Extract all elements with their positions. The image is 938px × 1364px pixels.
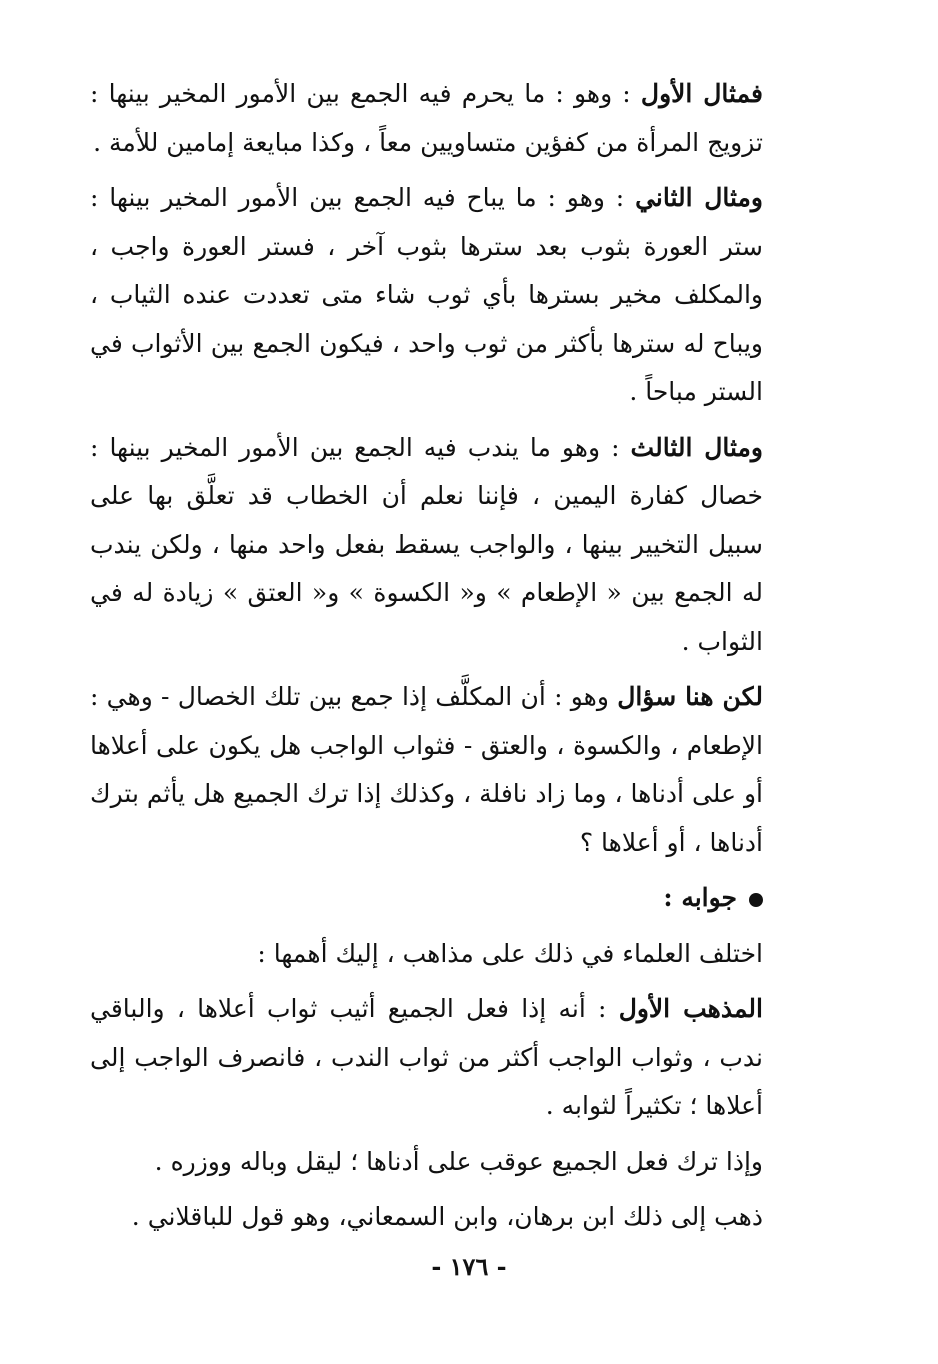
paragraph-first-school-holders: ذهب إلى ذلك ابن برهان، وابن السمعاني، وهو قول للباقلاني . — [131, 1202, 763, 1231]
paragraph-text: : وهو : ما يباح فيه الجمع بين الأمور المخير بينها : ستر العورة بثوب بعد سترها بثوب آخر ، فستر العورة واجب ، والمكلف مخير بسترها بأي ثوب شاء متى تعددت عنده الثياب ، ويباح له سترها بأكثر من ثوب واحد ، فيكون الجمع بين الأثواب في الستر مباحاً . — [90, 183, 763, 406]
bullet-icon — [749, 893, 763, 907]
paragraph-first-example — [90, 70, 795, 167]
paragraph-second-example — [90, 174, 795, 417]
paragraph-lead: ومثال الثاني — [635, 183, 763, 212]
answer-heading — [90, 874, 795, 923]
paragraph-text: : وهو ما يندب فيه الجمع بين الأمور المخير بينها : خصال كفارة اليمين ، فإننا نعلم أن الخطاب قد تعلَّق بها على سبيل التخيير بينها ، والواجب يسقط بفعل واحد منها ، ولكن يندب له الجمع بين « الإطعام » و« الكسوة » و« العتق » زيادة له في الثواب . — [90, 432, 763, 656]
paragraph-lead: لكن هنا سؤال — [617, 682, 763, 711]
page-body — [90, 70, 795, 1249]
paragraph-text: وهو : أن المكلَّف إذا جمع بين تلك الخصال - وهي : الإطعام ، والكسوة ، والعتق - فثواب الواجب هل يكون على أعلاها أو على أدناها ، وما زاد نافلة ، وكذلك إذا ترك الجميع هل يأثم بترك أدناها ، أو أعلاها ؟ — [90, 682, 763, 857]
paragraph-lead: المذهب الأول — [618, 994, 763, 1023]
paragraph-first-school — [90, 985, 795, 1131]
page-number: - ١٧٦ - — [431, 1252, 507, 1281]
paragraph-lead: ومثال الثالث — [630, 432, 763, 462]
paragraph-third-example — [90, 424, 795, 667]
paragraph-question — [90, 673, 795, 867]
paragraph-first-school-punishment: وإذا ترك فعل الجميع عوقب على أدناها ؛ ليقل وباله ووزره . — [154, 1146, 763, 1176]
paragraph-lead: فمثال الأول — [640, 79, 763, 108]
paragraph-text: : وهو : ما يحرم فيه الجمع بين الأمور المخير بينها : تزويج المرأة من كفؤين متساويين معاً ، وكذا مبايعة إمامين للأمة . — [90, 79, 763, 157]
answer-intro: اختلف العلماء في ذلك على مذاهب ، إليك أهمها : — [257, 938, 763, 968]
answer-heading-text: جوابه : — [663, 883, 737, 912]
paragraph-text: : أنه إذا فعل الجميع أثيب ثواب أعلاها ، والباقي ندب ، وثواب الواجب أكثر من ثواب الندب ، فانصرف الواجب إلى أعلاها ؛ تكثيراً لثوابه . — [90, 994, 763, 1120]
